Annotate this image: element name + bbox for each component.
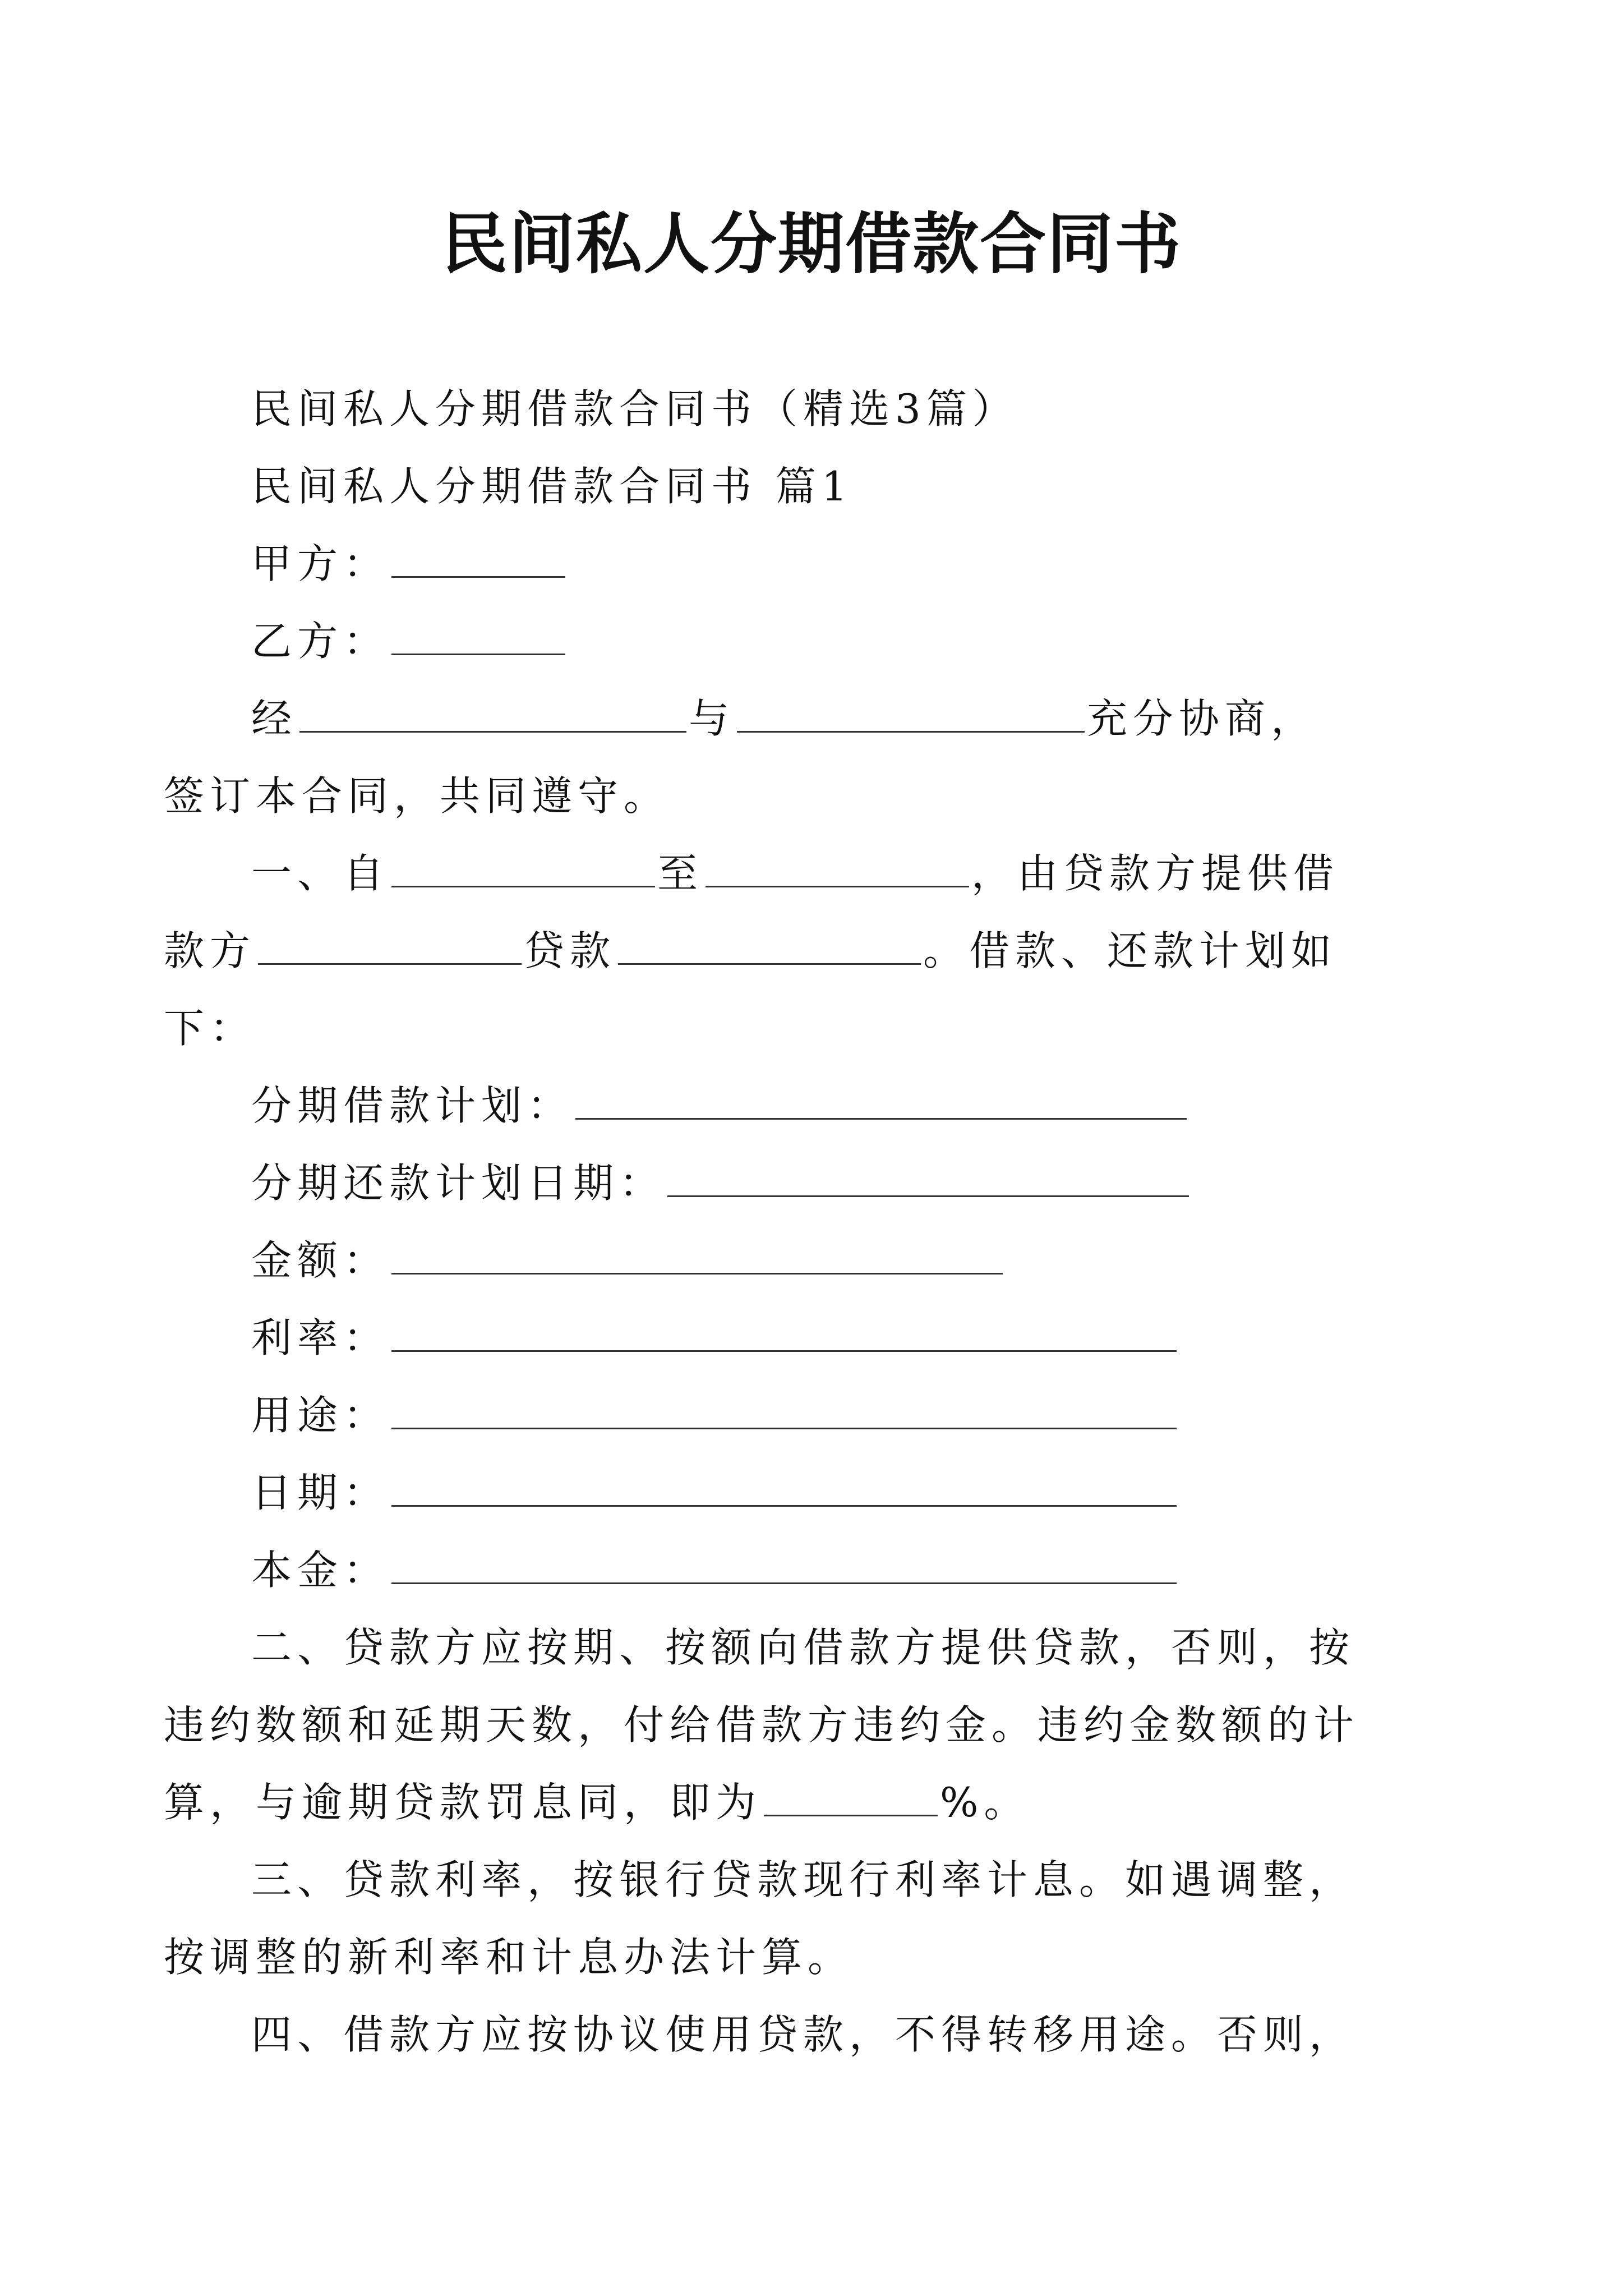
party-b-line <box>251 602 1378 680</box>
intro-mid: 与 <box>689 695 735 742</box>
intro-suffix: 充分协商， <box>1087 695 1317 742</box>
date-label: 日期： <box>251 1469 390 1516</box>
plan-label: 分期借款计划： <box>251 1082 574 1129</box>
clause-2-line-3-prefix: 算，与逾期贷款罚息同，即为 <box>164 1779 762 1826</box>
party-b-blank <box>391 621 565 655</box>
purpose-label: 用途： <box>251 1392 390 1439</box>
intro-line-2: 签订本合同，共同遵守。 <box>164 772 670 820</box>
clause-1-line-2 <box>164 912 1378 990</box>
clause-2-line-2: 违约数额和延期天数，付给借款方违约金。违约金数额的计 <box>164 1701 1360 1749</box>
principal-line <box>251 1531 1378 1609</box>
penalty-percent-blank <box>764 1782 938 1816</box>
clause-1-to: 至 <box>657 850 704 897</box>
clause-2-line-1: 二、贷款方应按期、按额向借款方提供贷款，否则，按 <box>251 1624 1355 1671</box>
clause-2-line-3 <box>164 1764 1378 1841</box>
clause-1-blank-loan <box>618 931 921 965</box>
document-title: 民间私人分期借款合同书 <box>441 205 1182 283</box>
section-heading: 民间私人分期借款合同书 篇1 <box>251 463 853 510</box>
clause-1-line-3: 下： <box>164 1005 256 1052</box>
clause-1-blank-to <box>706 853 969 887</box>
party-a-line <box>251 525 1378 602</box>
rate-blank <box>391 1318 1177 1352</box>
clause-1-line-2-suffix: 。借款、还款计划如 <box>923 927 1338 974</box>
party-a-label: 甲方： <box>251 540 390 587</box>
party-a-blank <box>391 544 565 578</box>
plan-blank <box>575 1085 1187 1120</box>
clause-2-line-3-suffix: %。 <box>940 1779 1030 1826</box>
plan-line <box>251 1067 1378 1144</box>
clause-1-blank-borrower <box>258 931 522 965</box>
intro-paragraph <box>164 680 1378 757</box>
repay-blank <box>667 1163 1189 1197</box>
clause-1-suffix: ，由贷款方提供借 <box>971 850 1340 897</box>
intro-blank-2 <box>737 698 1085 733</box>
intro-prefix: 经 <box>251 695 298 742</box>
amount-label: 金额： <box>251 1237 390 1284</box>
clause-1-blank-from <box>391 853 655 887</box>
clause-4-line-1: 四、借款方应按协议使用贷款，不得转移用途。否则， <box>251 2011 1355 2058</box>
clause-1-prefix: 一、自 <box>251 850 390 897</box>
principal-label: 本金： <box>251 1547 390 1594</box>
date-blank <box>391 1473 1177 1507</box>
principal-blank <box>391 1550 1177 1584</box>
clause-1-line-2-mid: 贷款 <box>524 927 616 974</box>
amount-blank <box>391 1240 1003 1274</box>
repay-line <box>251 1144 1378 1222</box>
subtitle: 民间私人分期借款合同书（精选3篇） <box>251 385 1018 432</box>
party-b-label: 乙方： <box>251 618 390 665</box>
clause-3-line-2: 按调整的新利率和计息办法计算。 <box>164 1934 854 1981</box>
intro-blank-1 <box>299 698 686 733</box>
document-body <box>164 370 1378 2073</box>
amount-line <box>251 1222 1378 1299</box>
clause-1-line-2-prefix: 款方 <box>164 927 256 974</box>
purpose-line <box>251 1377 1378 1454</box>
purpose-blank <box>391 1395 1177 1429</box>
clause-3-line-1: 三、贷款利率，按银行贷款现行利率计息。如遇调整， <box>251 1856 1355 1903</box>
rate-line <box>251 1299 1378 1377</box>
date-line <box>251 1454 1378 1531</box>
clause-1-line-1 <box>251 835 1378 912</box>
repay-label: 分期还款计划日期： <box>251 1159 666 1207</box>
rate-label: 利率： <box>251 1314 390 1361</box>
